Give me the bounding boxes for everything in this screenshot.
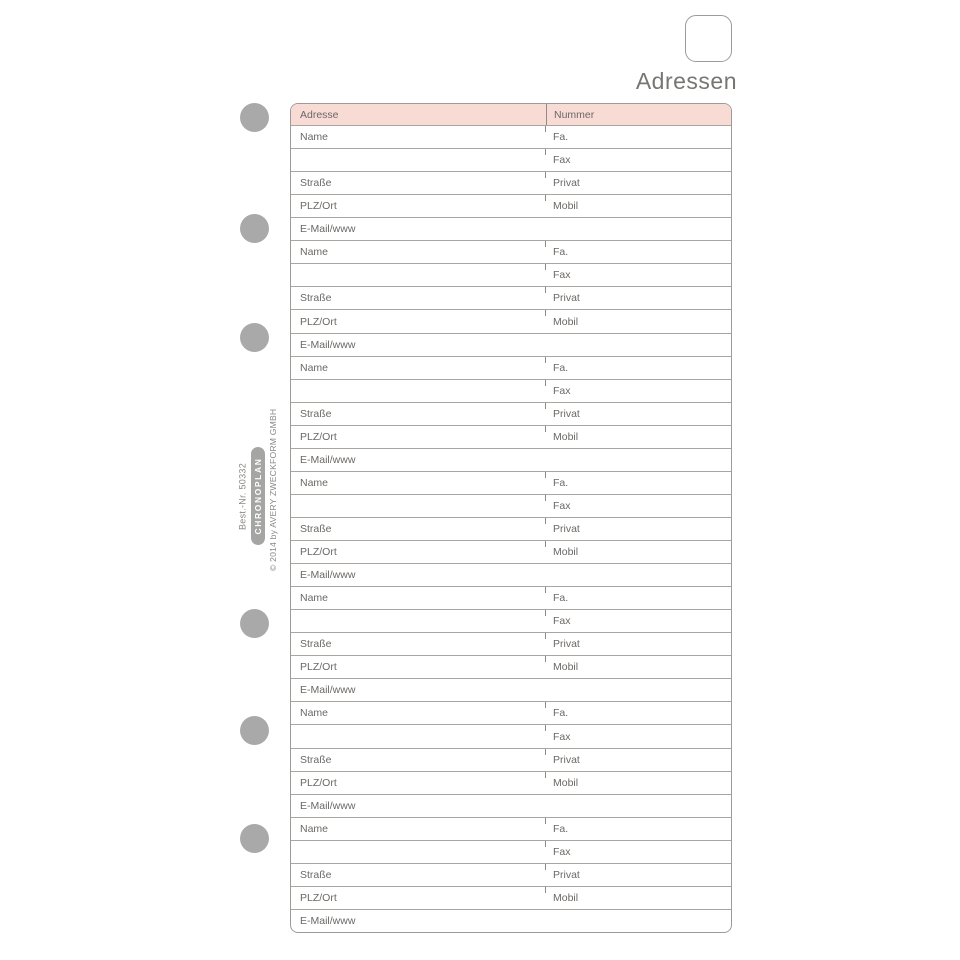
form-row-strasse [291, 402, 731, 425]
form-row-fax [291, 840, 731, 863]
address-block [291, 817, 731, 932]
form-row-email [291, 333, 731, 356]
field-label-fa: Fa. [546, 818, 731, 840]
field-label-mobil: Mobil [546, 195, 731, 217]
field-label-strasse: Straße [300, 177, 332, 190]
form-row-strasse [291, 171, 731, 194]
field-label-fa: Fa. [546, 126, 731, 148]
field-blank [291, 841, 546, 863]
form-row-fax [291, 494, 731, 517]
field-label-privat: Privat [546, 518, 731, 540]
address-block [291, 701, 731, 816]
field-label-fa: Fa. [546, 587, 731, 609]
field-blank [291, 380, 546, 402]
field-label-plz-ort: PLZ/Ort [300, 200, 337, 213]
form-row-name [291, 817, 731, 840]
field-label-name: Name [300, 592, 329, 605]
field-label-email-www: E-Mail/www [300, 799, 356, 812]
field-label-fax: Fax [546, 841, 731, 863]
field-label-fa: Fa. [546, 472, 731, 494]
punch-hole-icon [240, 716, 269, 745]
field-label-email-www: E-Mail/www [300, 914, 356, 927]
form-row-fax [291, 609, 731, 632]
form-row-plz-ort [291, 194, 731, 217]
punch-hole-icon [240, 103, 269, 132]
index-tab-box-icon [685, 15, 732, 62]
field-label-plz-ort: PLZ/Ort [300, 315, 337, 328]
form-row-strasse [291, 517, 731, 540]
form-row-email [291, 217, 731, 240]
form-row-name [291, 586, 731, 609]
field-label-name: Name [300, 361, 329, 374]
field-label-mobil: Mobil [546, 541, 731, 563]
order-number-label: Best.-Nr. 50332 [237, 462, 248, 531]
form-row-strasse [291, 286, 731, 309]
field-label-email-www: E-Mail/www [300, 338, 356, 351]
field-label-strasse: Straße [300, 292, 332, 305]
address-block [291, 240, 731, 355]
form-row-plz-ort [291, 886, 731, 909]
field-label-privat: Privat [546, 172, 731, 194]
field-label-plz-ort: PLZ/Ort [300, 661, 337, 674]
field-label-privat: Privat [546, 287, 731, 309]
field-label-fa: Fa. [546, 357, 731, 379]
field-label-mobil: Mobil [546, 772, 731, 794]
field-label-plz-ort: PLZ/Ort [300, 430, 337, 443]
field-label-strasse: Straße [300, 868, 332, 881]
field-label-privat: Privat [546, 403, 731, 425]
address-table [290, 103, 732, 933]
address-blocks [291, 125, 731, 932]
field-label-fax: Fax [546, 149, 731, 171]
field-label-privat: Privat [546, 749, 731, 771]
form-row-email [291, 909, 731, 932]
field-blank [291, 725, 546, 747]
punch-hole-icon [240, 214, 269, 243]
form-row-email [291, 563, 731, 586]
field-label-name: Name [300, 707, 329, 720]
form-row-name [291, 356, 731, 379]
field-blank [291, 149, 546, 171]
form-row-email [291, 448, 731, 471]
punch-hole-icon [240, 609, 269, 638]
form-row-email [291, 794, 731, 817]
field-label-name: Name [300, 246, 329, 259]
field-label-fax: Fax [546, 725, 731, 747]
punch-hole-icon [240, 323, 269, 352]
field-label-email-www: E-Mail/www [300, 684, 356, 697]
form-row-plz-ort [291, 771, 731, 794]
form-row-plz-ort [291, 309, 731, 332]
field-label-name: Name [300, 131, 329, 144]
table-header-row [291, 104, 731, 125]
field-label-mobil: Mobil [546, 887, 731, 909]
form-row-name [291, 471, 731, 494]
field-label-strasse: Straße [300, 407, 332, 420]
address-block [291, 125, 731, 240]
field-label-fa: Fa. [546, 702, 731, 724]
column-header-adresse: Adresse [300, 108, 339, 121]
form-row-fax [291, 263, 731, 286]
address-block [291, 586, 731, 701]
field-label-email-www: E-Mail/www [300, 223, 356, 236]
address-block [291, 471, 731, 586]
form-row-strasse [291, 632, 731, 655]
field-label-name: Name [300, 476, 329, 489]
field-label-mobil: Mobil [546, 656, 731, 678]
field-label-plz-ort: PLZ/Ort [300, 546, 337, 559]
form-row-strasse [291, 863, 731, 886]
form-row-plz-ort [291, 425, 731, 448]
field-label-mobil: Mobil [546, 310, 731, 332]
form-row-email [291, 678, 731, 701]
form-row-fax [291, 724, 731, 747]
field-label-mobil: Mobil [546, 426, 731, 448]
field-blank [291, 264, 546, 286]
field-label-email-www: E-Mail/www [300, 453, 356, 466]
field-label-strasse: Straße [300, 523, 332, 535]
form-row-name [291, 125, 731, 148]
brand-badge: CHRONOPLAN [251, 447, 265, 545]
form-row-name [291, 701, 731, 724]
field-label-fax: Fax [546, 264, 731, 286]
field-label-privat: Privat [546, 633, 731, 655]
field-label-strasse: Straße [300, 638, 332, 651]
field-label-strasse: Straße [300, 753, 332, 766]
form-row-fax [291, 379, 731, 402]
field-label-fa: Fa. [546, 241, 731, 263]
form-row-fax [291, 148, 731, 171]
field-label-plz-ort: PLZ/Ort [300, 891, 337, 904]
field-label-name: Name [300, 822, 329, 835]
field-blank [291, 495, 546, 517]
field-label-fax: Fax [546, 610, 731, 632]
field-label-fax: Fax [546, 380, 731, 402]
copyright-label: © 2014 by AVERY ZWECKFORM GMBH [268, 408, 278, 571]
field-label-email-www: E-Mail/www [300, 569, 356, 582]
page-title: Adressen [635, 68, 737, 94]
column-header-nummer: Nummer [546, 104, 731, 125]
form-row-strasse [291, 748, 731, 771]
field-label-privat: Privat [546, 864, 731, 886]
field-blank [291, 610, 546, 632]
form-row-name [291, 240, 731, 263]
form-row-plz-ort [291, 540, 731, 563]
field-label-fax: Fax [546, 495, 731, 517]
punch-hole-icon [240, 824, 269, 853]
address-block [291, 356, 731, 471]
field-label-plz-ort: PLZ/Ort [300, 776, 337, 789]
form-row-plz-ort [291, 655, 731, 678]
